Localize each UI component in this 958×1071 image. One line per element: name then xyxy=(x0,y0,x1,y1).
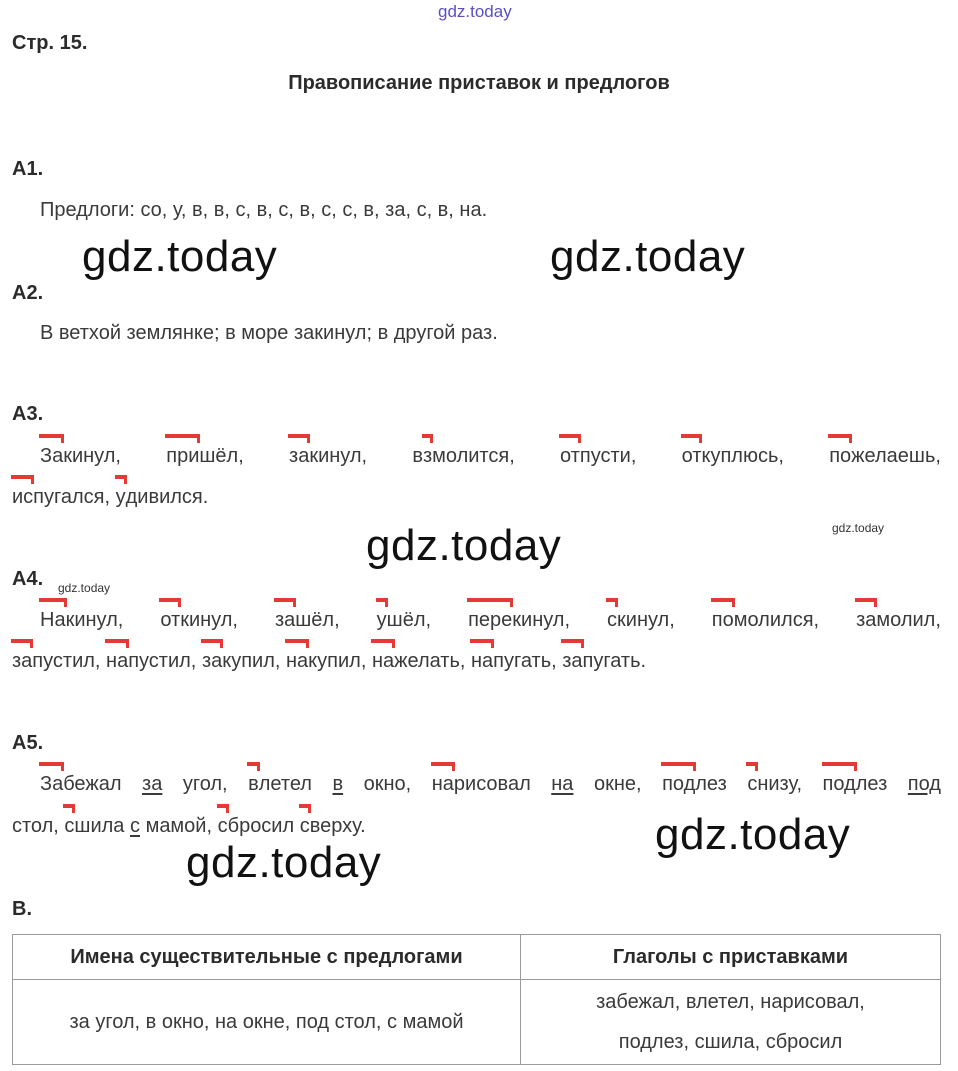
page-number: Стр. 15. xyxy=(12,32,88,54)
table-header-nouns: Имена существительные с предлогами xyxy=(13,935,521,980)
a4-word: замолил, xyxy=(856,609,941,631)
a4-word: накупил, xyxy=(286,650,367,672)
a3-word: пришёл, xyxy=(166,445,244,467)
a5-word: окне, xyxy=(593,773,642,795)
a5-word: сверху. xyxy=(299,815,366,837)
a4-word: напугать, xyxy=(471,650,557,672)
a1-label: А1. xyxy=(12,158,44,180)
a3-word: испугался, xyxy=(12,486,111,508)
a3-word: закинул, xyxy=(289,445,368,467)
result-table xyxy=(12,934,941,1065)
watermark-top: gdz.today xyxy=(438,2,512,21)
a5-word: подлез xyxy=(662,773,727,795)
a4-word: запугать. xyxy=(562,650,647,672)
a5-word: окно, xyxy=(363,773,412,795)
a5-word: влетел xyxy=(248,773,312,795)
a4-word: напустил, xyxy=(106,650,197,672)
table-cell-verbs-line: забежал, влетел, нарисовал, xyxy=(596,991,865,1013)
a5-word: Забежал xyxy=(40,773,122,795)
watermark: gdz.today xyxy=(550,232,746,281)
a4-word: Накинул, xyxy=(40,609,124,631)
watermark: gdz.today xyxy=(82,232,278,281)
a3-word: отпусти, xyxy=(560,445,637,467)
a3-word: откуплюсь, xyxy=(681,445,784,467)
a5-preposition: в xyxy=(332,773,344,795)
a4-word: скинул, xyxy=(607,609,675,631)
a5-preposition: под xyxy=(907,773,941,795)
a3-word: пожелаешь, xyxy=(829,445,941,467)
a3-line-1 xyxy=(40,445,941,468)
a4-word: зашёл, xyxy=(274,609,340,631)
a4-word: запустил, xyxy=(12,650,101,672)
a4-word: закупил, xyxy=(201,650,281,672)
a5-preposition: с xyxy=(130,815,140,837)
a2-label: А2. xyxy=(12,282,44,304)
b-label: В. xyxy=(12,898,32,920)
a5-word: сшила xyxy=(64,815,125,837)
watermark: gdz.today xyxy=(366,521,562,570)
a4-word: нажелать, xyxy=(371,650,466,672)
a4-line-2 xyxy=(12,650,941,673)
table-header-verbs: Глаголы с приставками xyxy=(521,935,941,980)
a1-text: Предлоги: со, у, в, в, с, в, с, в, с, с, в, за, с, в, на. xyxy=(40,199,488,221)
watermark-small: gdz.today xyxy=(58,581,111,595)
watermark-small: gdz.today xyxy=(832,521,885,535)
a4-word: откинул, xyxy=(160,609,238,631)
a5-label: А5. xyxy=(12,732,44,754)
a4-line-1 xyxy=(40,609,941,632)
table-cell-verbs xyxy=(521,980,941,1065)
a5-word: стол, xyxy=(12,815,59,837)
a5-preposition: за xyxy=(142,773,163,795)
a5-line-1 xyxy=(40,773,941,796)
a4-word: помолился, xyxy=(711,609,820,631)
a3-word: взмолится, xyxy=(412,445,515,467)
a4-label: А4. xyxy=(12,568,44,590)
a5-word: сбросил xyxy=(217,815,295,837)
a3-word: удивился. xyxy=(115,486,209,508)
table-cell-verbs-line: подлез, сшила, сбросил xyxy=(618,1031,843,1053)
a4-word: перекинул, xyxy=(468,609,571,631)
table-cell-nouns: за угол, в окно, на окне, под стол, с мамой xyxy=(13,980,521,1065)
a3-word: Закинул, xyxy=(40,445,121,467)
a5-word: угол, xyxy=(182,773,228,795)
page-title: Правописание приставок и предлогов xyxy=(288,72,670,94)
a3-label: А3. xyxy=(12,403,44,425)
a5-word: подлез xyxy=(822,773,888,795)
a4-word: ушёл, xyxy=(376,609,432,631)
watermark: gdz.today xyxy=(655,810,851,859)
watermark: gdz.today xyxy=(186,838,382,887)
a5-word: нарисовал xyxy=(431,773,531,795)
a5-word: снизу, xyxy=(747,773,803,795)
a5-word: мамой, xyxy=(145,815,213,837)
a2-text: В ветхой землянке; в море закинул; в другой раз. xyxy=(40,322,498,344)
a3-line-2 xyxy=(12,486,941,509)
a5-preposition: на xyxy=(551,773,574,795)
